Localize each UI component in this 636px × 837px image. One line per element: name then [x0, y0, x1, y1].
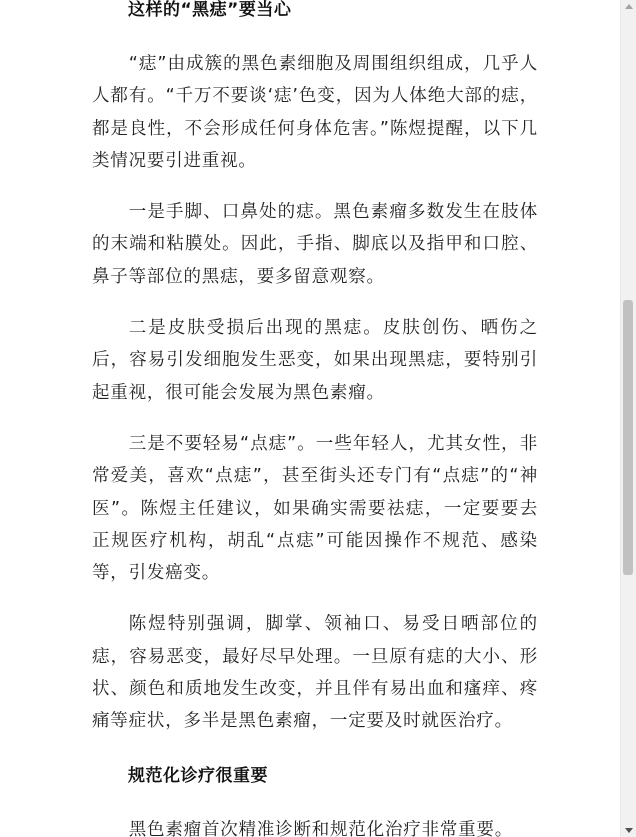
section-heading-standard-care: 规范化诊疗很重要 — [128, 765, 268, 786]
paragraph-emphasis: 陈煜特别强调，脚掌、领袖口、易受日晒部位的痣，容易恶变，最好尽早处理。一旦原有痣的大小、形状、颜色和质地发生改变，并且伴有易出血和瘙痒、疼痛等症状，多半是黑色素瘤，一定要及时就医治疗。 — [92, 614, 538, 732]
paragraph-intro: “痣”由成簇的黑色素细胞及周围组织组成，几乎人人都有。“千万不要谈‘痣’色变，因为人体绝大部的痣，都是良性，不会形成任何身体危害。”陈煜提醒，以下几类情况要引进重视。 — [92, 54, 538, 171]
scrollbar-thumb[interactable] — [623, 300, 633, 575]
vertical-scrollbar[interactable] — [620, 0, 636, 837]
article-content — [92, 0, 538, 837]
scroll-up-arrow-icon[interactable] — [625, 4, 633, 9]
paragraph-point-two: 二是皮肤受损后出现的黑痣。皮肤创伤、晒伤之后，容易引发细胞发生恶变，如果出现黑痣，要特别引起重视，很可能会发展为黑色素瘤。 — [92, 318, 538, 403]
scroll-down-arrow-icon[interactable] — [625, 828, 633, 833]
paragraph-point-three: 三是不要轻易“点痣”。一些年轻人，尤其女性，非常爱美，喜欢“点痣”，甚至街头还专门有“点痣”的“神医”。陈煜主任建议，如果确实需要祛痣，一定要要去正规医疗机构，胡乱“点痣”可能因操作不规范、感染等，引发癌变。 — [92, 433, 538, 584]
paragraph-point-one: 一是手脚、口鼻处的痣。黑色素瘤多数发生在肢体的末端和粘膜处。因此，手指、脚底以及指甲和口腔、鼻子等部位的黑痣，要多留意观察。 — [92, 202, 538, 287]
paragraph-diagnosis: 黑色素瘤首次精准诊断和规范化治疗非常重要。 — [128, 819, 514, 837]
section-heading-black-mole: 这样的“黑痣”要当心 — [128, 0, 292, 20]
